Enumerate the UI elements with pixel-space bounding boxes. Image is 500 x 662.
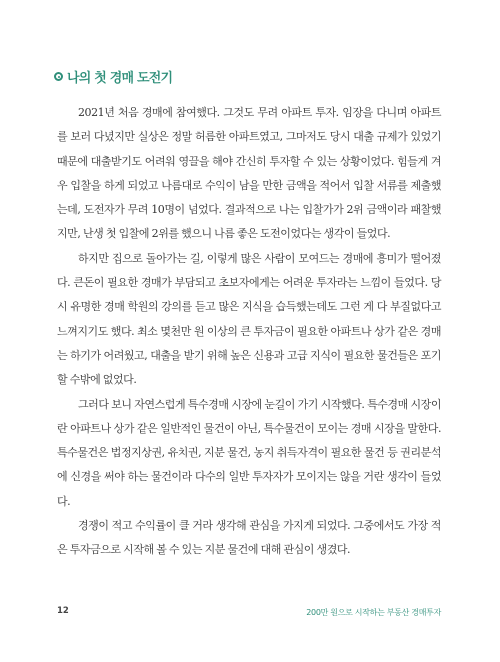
- running-title: 200만 원으로 시작하는 부동산 경매투자: [306, 608, 441, 617]
- section-title: 나의 첫 경매 도전기: [67, 71, 173, 86]
- paragraph: 하지만 집으로 돌아가는 길, 이렇게 많은 사람이 모여드는 경매에 흥미가 떨어졌다. 큰돈이 필요한 경매가 부담되고 초보자에게는 어려운 투자라는 느낌이 들었다. 당시 유명한 경매 학원의 강의를 듣고 많은 지식을 습득했는데도 그런 게 다 부질없다고 느껴지기도 했다. 최소 몇천만 원 이상의 큰 투자금이 필요한 아파트나 상가 같은 경매는 하기가 어려웠고, 대출을 받기 위해 높은 신용과 고급 지식이 필요한 물건들은 포기할 수밖에 없었다.: [57, 251, 441, 387]
- paragraph: 경쟁이 적고 수익률이 클 거라 생각해 관심을 가지게 되었다. 그중에서도 가장 적은 투자금으로 시작해 볼 수 있는 지분 물건에 대해 관심이 생겼다.: [57, 519, 441, 557]
- page-number: 12: [57, 606, 69, 616]
- circle-bullet-icon: [54, 72, 63, 81]
- body-text: [57, 101, 441, 563]
- section-header: [54, 67, 172, 86]
- paragraph: 그러다 보니 자연스럽게 특수경매 시장에 눈길이 가기 시작했다. 특수경매 시장이란 아파트나 상가 같은 일반적인 물건이 아닌, 특수물건이 모이는 경매 시장을 말한다. 특수물건은 법정지상권, 유치권, 지분 물건, 농지 취득자격이 필요한 물건 등 권리분석에 신경을 써야 하는 물건이라 다수의 일반 투자자가 모이지는 않을 거란 생각이 들었다.: [57, 397, 441, 508]
- paragraph: 2021년 처음 경매에 참여했다. 그것도 무려 아파트 투자. 임장을 다니며 아파트를 보러 다녔지만 실상은 정말 허름한 아파트였고, 그마저도 당시 대출 규제가 있었기 때문에 대출받기도 어려워 영끌을 해야 간신히 투자할 수 있는 상황이었다. 힘들게 겨우 입찰을 하게 되었고 나름대로 수익이 남을 만한 금액을 적어서 입찰 서류를 제출했는데, 도전자가 무려 10명이 넘었다. 결과적으로 나는 입찰가가 2위 금액이라 패찰했지만, 난생 첫 입찰에 2위를 했으니 나름 좋은 도전이었다는 생각이 들었다.: [57, 106, 441, 241]
